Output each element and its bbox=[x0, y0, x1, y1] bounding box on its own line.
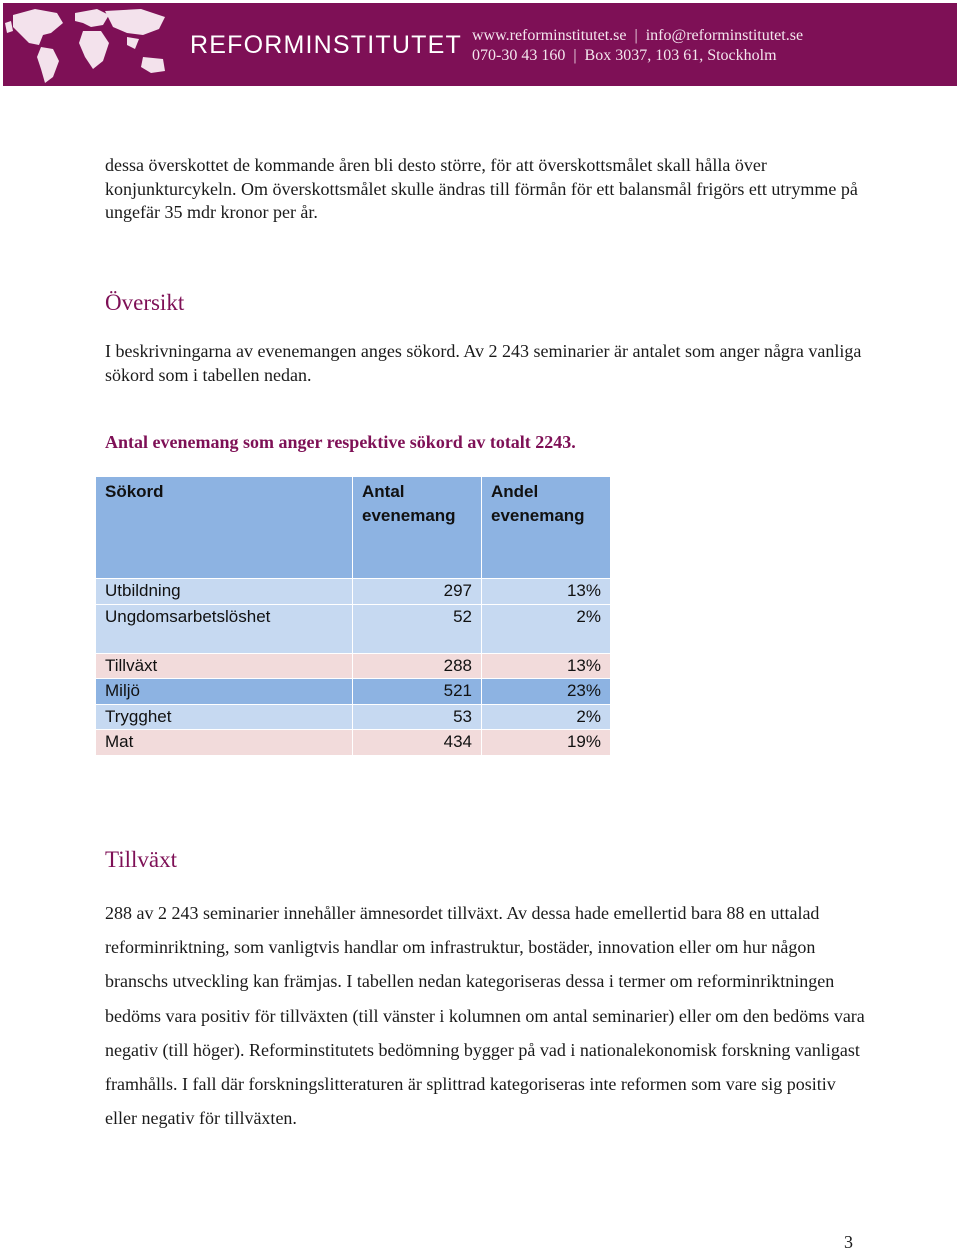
section-heading-overview: Översikt bbox=[105, 290, 185, 315]
share-cell: 19% bbox=[482, 730, 611, 756]
count-cell: 297 bbox=[353, 579, 482, 605]
contact-line-web bbox=[472, 27, 803, 45]
keyword-cell: Ungdomsarbetslöshet bbox=[96, 604, 353, 653]
keyword-table bbox=[95, 476, 611, 756]
brand-name: REFORMINSTITUTET bbox=[190, 31, 462, 59]
growth-paragraph: 288 av 2 243 seminarier innehåller ämnesordet tillväxt. Av dessa hade emellertid bara 88 en uttalad reforminriktning, som vanligtvis handlar om infrastruktur, bostäder, innovation eller om hur någon branschs utveckling kan främjas. I tabellen nedan kategoriseras dessa i termer om reforminriktningen bedöms vara positiv för tillväxten (till vänster i kolumnen om antal seminarier) eller om den bedöms vara negativ (till höger). Reforminstitutets bedömning bygger på vad i nationalekonomisk forskning vanligast framhålls. I fall där forskningslitteraturen är splittrad kategoriseras inte reformen som vare sig positiv eller negativ för tillväxten. bbox=[105, 903, 865, 1129]
table-row bbox=[96, 730, 611, 756]
contact-separator: | bbox=[573, 47, 577, 64]
count-cell: 288 bbox=[353, 653, 482, 679]
table-row bbox=[96, 679, 611, 705]
world-map-logo-icon bbox=[5, 5, 177, 85]
share-cell: 23% bbox=[482, 679, 611, 705]
count-cell: 434 bbox=[353, 730, 482, 756]
postal-address: Box 3037, 103 61, Stockholm bbox=[584, 47, 777, 64]
keyword-cell: Utbildning bbox=[96, 579, 353, 605]
contact-line-address bbox=[472, 47, 777, 65]
phone-number: 070-30 43 160 bbox=[472, 47, 566, 64]
page-header bbox=[3, 3, 957, 86]
table-row bbox=[96, 579, 611, 605]
column-header-keyword: Sökord bbox=[96, 477, 353, 579]
website-link[interactable]: www.reforminstitutet.se bbox=[472, 27, 627, 44]
contact-separator: | bbox=[634, 27, 638, 44]
share-cell: 2% bbox=[482, 704, 611, 730]
count-cell: 521 bbox=[353, 679, 482, 705]
share-cell: 13% bbox=[482, 653, 611, 679]
table-row bbox=[96, 604, 611, 653]
overview-paragraph: I beskrivningarna av evenemangen anges sökord. Av 2 243 seminarier är antalet som anger några vanliga sökord som i tabellen nedan. bbox=[105, 341, 862, 385]
table-row bbox=[96, 653, 611, 679]
table-row bbox=[96, 704, 611, 730]
count-cell: 53 bbox=[353, 704, 482, 730]
section-heading-growth: Tillväxt bbox=[105, 847, 178, 872]
keyword-cell: Trygghet bbox=[96, 704, 353, 730]
intro-paragraph: dessa överskottet de kommande åren bli desto större, för att överskottsmålet skall hålla över konjunkturcykeln. Om överskottsmålet skulle ändras till förmån för ett balansmål frigörs ett utrymme på ungefär 35 mdr kronor per år. bbox=[105, 155, 858, 222]
share-cell: 13% bbox=[482, 579, 611, 605]
keyword-cell: Mat bbox=[96, 730, 353, 756]
keyword-cell: Tillväxt bbox=[96, 653, 353, 679]
count-cell: 52 bbox=[353, 604, 482, 653]
column-header-share: Andel evenemang bbox=[482, 477, 611, 579]
keyword-cell: Miljö bbox=[96, 679, 353, 705]
table-caption: Antal evenemang som anger respektive sökord av totalt 2243. bbox=[105, 432, 576, 452]
table-header-row bbox=[96, 477, 611, 579]
email-link[interactable]: info@reforminstitutet.se bbox=[645, 27, 804, 44]
column-header-count: Antal evenemang bbox=[353, 477, 482, 579]
share-cell: 2% bbox=[482, 604, 611, 653]
page-number: 3 bbox=[844, 1232, 853, 1252]
